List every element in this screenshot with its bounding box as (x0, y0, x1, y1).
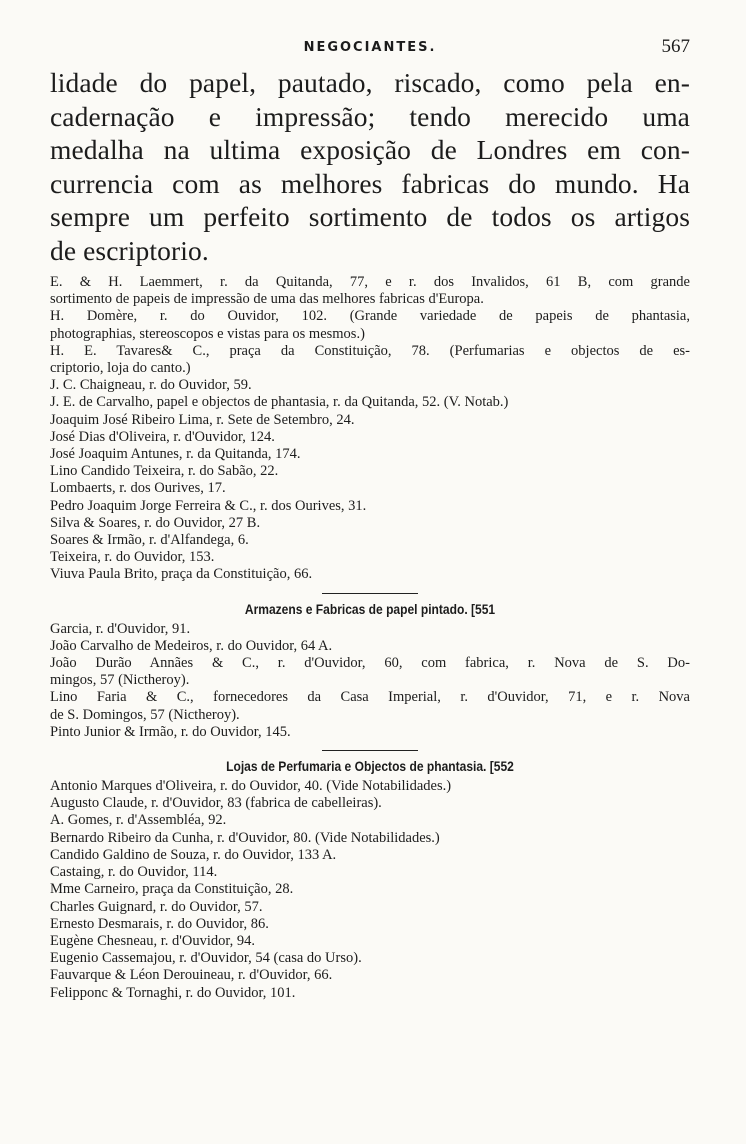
entry-line: Bernardo Ribeiro da Cunha, r. d'Ouvidor, 80. (Vide Notabilidades.) (50, 829, 440, 846)
directory-entry (50, 515, 690, 532)
intro-line: lidade do papel, pautado, riscado, como pela en- (50, 67, 690, 98)
directory-entry (50, 394, 690, 411)
entry-line: Augusto Claude, r. d'Ouvidor, 83 (fabrica de cabelleiras). (50, 795, 382, 812)
entry-line: Eugenio Cassemajou, r. d'Ouvidor, 54 (casa do Urso). (50, 950, 362, 967)
entry-line: Charles Guignard, r. do Ouvidor, 57. (50, 898, 263, 915)
entry-line: J. E. de Carvalho, papel e objectos de phantasia, r. da Quitanda, 52. (V. Notab.) (50, 394, 509, 411)
entry-line: Teixeira, r. do Ouvidor, 153. (50, 549, 215, 566)
wallpaper-list (50, 621, 690, 741)
page-number: 567 (661, 36, 690, 57)
entry-line: Lino Faria & C., fornecedores da Casa Imperial, r. d'Ouvidor, 71, e r. Nova (50, 689, 690, 706)
directory-entry (50, 463, 690, 480)
entry-line: Pedro Joaquim Jorge Ferreira & C., r. dos Ourives, 31. (50, 497, 367, 514)
directory-entry (50, 532, 690, 549)
directory-entry (50, 446, 690, 463)
intro-line: de escriptorio. (50, 234, 209, 266)
entry-line: João Durão Annães & C., r. d'Ouvidor, 60, com fabrica, r. Nova de S. Do- (50, 655, 690, 672)
stationers-list (50, 274, 690, 584)
directory-entry (50, 830, 690, 847)
entry-line: Mme Carneiro, praça da Constituição, 28. (50, 881, 294, 898)
entry-line: Garcia, r. d'Ouvidor, 91. (50, 620, 191, 637)
directory-entry (50, 724, 690, 741)
entry-line: photographias, stereoscopos e vistas para os mesmos.) (50, 325, 365, 342)
entry-line: H. Domère, r. do Ouvidor, 102. (Grande variedade de papeis de phantasia, (50, 308, 690, 325)
intro-line: sempre um perfeito sortimento de todos os artigos (50, 201, 690, 232)
entry-line: Fauvarque & Léon Derouineau, r. d'Ouvidor, 66. (50, 967, 333, 984)
directory-entry (50, 480, 690, 497)
directory-entry (50, 377, 690, 394)
directory-entry (50, 621, 690, 638)
entry-line: mingos, 57 (Nictheroy). (50, 672, 190, 689)
directory-entry (50, 847, 690, 864)
directory-entry (50, 549, 690, 566)
entry-line: Lino Candido Teixeira, r. do Sabão, 22. (50, 463, 279, 480)
entry-line: Candido Galdino de Souza, r. do Ouvidor, 133 A. (50, 846, 337, 863)
entry-line: Joaquim José Ribeiro Lima, r. Sete de Setembro, 24. (50, 411, 355, 428)
running-title: NEGOCIANTES. (303, 40, 437, 55)
directory-entry (50, 343, 690, 377)
entry-line: Pinto Junior & Irmão, r. do Ouvidor, 145. (50, 723, 291, 740)
entry-line: Ernesto Desmarais, r. do Ouvidor, 86. (50, 915, 269, 932)
directory-entry (50, 689, 690, 723)
intro-paragraph (50, 66, 690, 267)
directory-entry (50, 498, 690, 515)
entry-line: H. E. Tavares& C., praça da Constituição, 78. (Perfumarias e objectos de es- (50, 342, 690, 359)
directory-entry (50, 778, 690, 795)
directory-entry (50, 566, 690, 583)
directory-entry (50, 881, 690, 898)
entry-line: José Joaquim Antunes, r. da Quitanda, 174. (50, 446, 301, 463)
directory-entry (50, 274, 690, 308)
entry-line: Eugène Chesneau, r. d'Ouvidor, 94. (50, 932, 255, 949)
entry-line: José Dias d'Oliveira, r. d'Ouvidor, 124. (50, 428, 275, 445)
directory-entry (50, 967, 690, 984)
entry-line: Felipponc & Tornaghi, r. do Ouvidor, 101. (50, 984, 296, 1001)
entry-line: Lombaerts, r. dos Ourives, 17. (50, 480, 226, 497)
directory-entry (50, 655, 690, 689)
directory-entry (50, 985, 690, 1002)
intro-line: currencia com as melhores fabricas do mundo. Ha (50, 167, 690, 199)
directory-entry (50, 950, 690, 967)
directory-entry (50, 429, 690, 446)
book-page (50, 30, 690, 1002)
directory-entry (50, 899, 690, 916)
section-divider (322, 750, 418, 751)
intro-line: medalha na ultima exposição de Londres em con- (50, 134, 690, 165)
directory-entry (50, 864, 690, 881)
entry-line: João Carvalho de Medeiros, r. do Ouvidor, 64 A. (50, 637, 333, 654)
entry-line: Antonio Marques d'Oliveira, r. do Ouvidor, 40. (Vide Notabilidades.) (50, 778, 452, 795)
directory-entry (50, 916, 690, 933)
entry-line: Silva & Soares, r. do Ouvidor, 27 B. (50, 514, 261, 531)
section-title-wallpaper: Armazens e Fabricas de papel pintado. [551 (244, 600, 496, 617)
section-title-perfumery: Lojas de Perfumaria e Objectos de phantasia. [552 (226, 758, 514, 775)
entry-line: de S. Domingos, 57 (Nictheroy). (50, 706, 240, 723)
entry-line: criptorio, loja do canto.) (50, 360, 191, 377)
directory-entry (50, 812, 690, 829)
perfumery-list (50, 778, 690, 1002)
directory-entry (50, 412, 690, 429)
directory-entry (50, 933, 690, 950)
entry-line: Castaing, r. do Ouvidor, 114. (50, 864, 218, 881)
directory-entry (50, 638, 690, 655)
entry-line: Soares & Irmão, r. d'Alfandega, 6. (50, 532, 249, 549)
entry-line: sortimento de papeis de impressão de uma das melhores fabricas d'Europa. (50, 291, 484, 308)
entry-line: A. Gomes, r. d'Assembléa, 92. (50, 812, 227, 829)
page-header (50, 30, 690, 60)
entry-line: J. C. Chaigneau, r. do Ouvidor, 59. (50, 377, 252, 394)
directory-entry (50, 308, 690, 342)
intro-line: cadernação e impressão; tendo merecido uma (50, 100, 690, 132)
directory-entry (50, 795, 690, 812)
entry-line: Viuva Paula Brito, praça da Constituição, 66. (50, 566, 313, 583)
entry-line: E. & H. Laemmert, r. da Quitanda, 77, e r. dos Invalidos, 61 B, com grande (50, 274, 690, 290)
section-divider (322, 593, 418, 594)
